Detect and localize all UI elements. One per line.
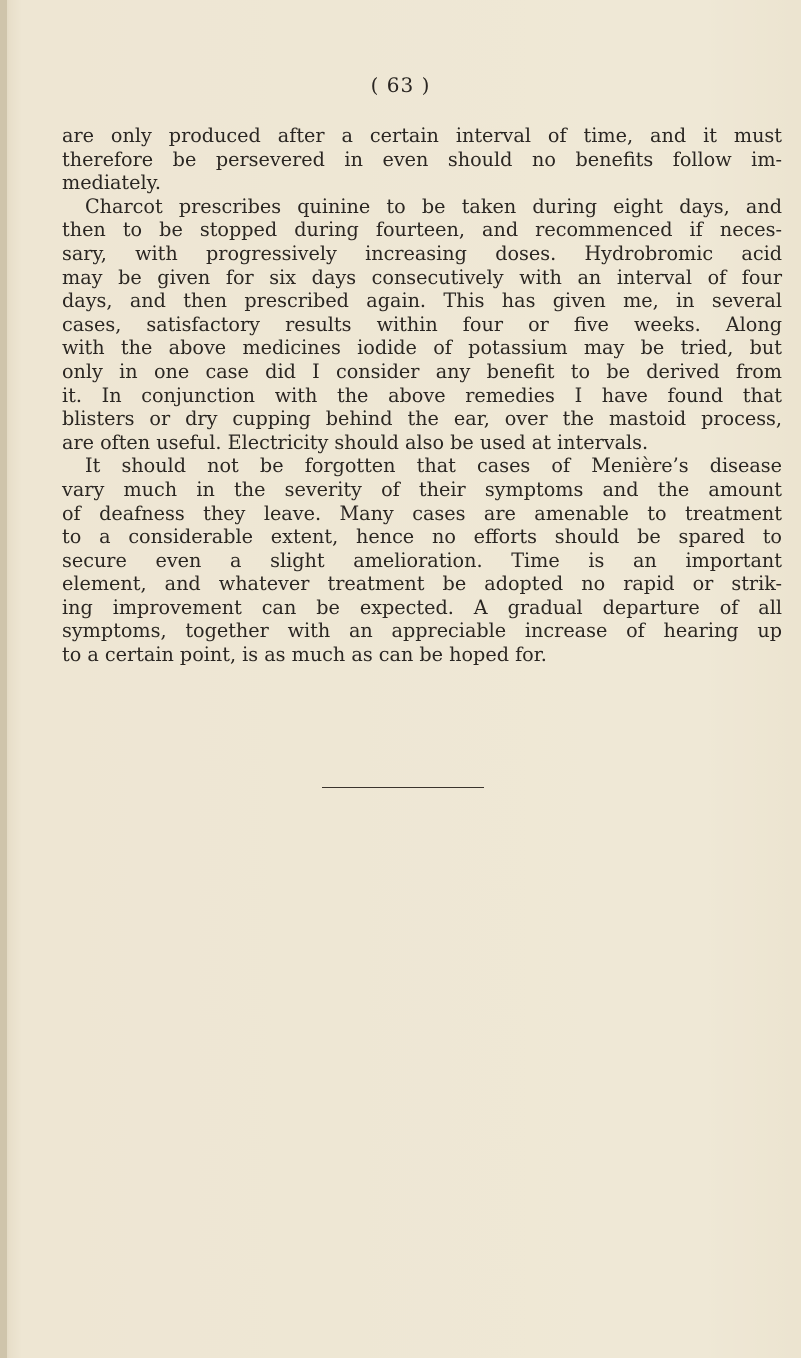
text-line: to a considerable extent, hence no efforts should be spared to <box>62 525 782 549</box>
text-line: days, and then prescribed again. This has given me, in several <box>62 289 782 313</box>
text-line: blisters or dry cupping behind the ear, over the mastoid process, <box>62 407 782 431</box>
text-line: to a certain point, is as much as can be hoped for. <box>62 643 547 667</box>
body-text <box>62 124 782 667</box>
text-line: Charcot prescribes quinine to be taken during eight days, and <box>85 194 782 218</box>
text-line: only in one case did I consider any benefit to be derived from <box>62 359 782 383</box>
text-line: are only produced after a certain interval of time, and it must <box>62 124 782 147</box>
text-line: secure even a slight amelioration. Time is an important <box>62 548 782 572</box>
text-line: may be given for six days consecutively with an interval of four <box>62 265 782 289</box>
text-line: vary much in the severity of their symptoms and the amount <box>62 477 782 501</box>
text-line: It should not be forgotten that cases of Menière’s disease <box>85 454 782 478</box>
text-line: sary, with progressively increasing doses. Hydrobromic acid <box>62 241 782 265</box>
text-line: therefore be persevered in even should no benefits follow im- <box>62 147 782 171</box>
text-line: of deafness they leave. Many cases are amenable to treatment <box>62 501 782 525</box>
text-line: element, and whatever treatment be adopted no rapid or strik- <box>62 572 782 596</box>
text-line: then to be stopped during fourteen, and recommenced if neces- <box>62 218 782 242</box>
text-line: ing improvement can be expected. A gradual departure of all <box>62 595 782 619</box>
text-line: are often useful. Electricity should also be used at intervals. <box>62 430 649 454</box>
text-line: cases, satisfactory results within four or five weeks. Along <box>62 312 782 336</box>
text-line: symptoms, together with an appreciable increase of hearing up <box>62 619 782 643</box>
section-end-rule <box>322 787 484 788</box>
page-spine-edge <box>0 0 7 1358</box>
text-line: mediately. <box>62 171 161 195</box>
page-number: ( 63 ) <box>370 73 431 97</box>
text-line: with the above medicines iodide of potassium may be tried, but <box>62 336 782 360</box>
text-line: it. In conjunction with the above remedies I have found that <box>62 383 782 407</box>
